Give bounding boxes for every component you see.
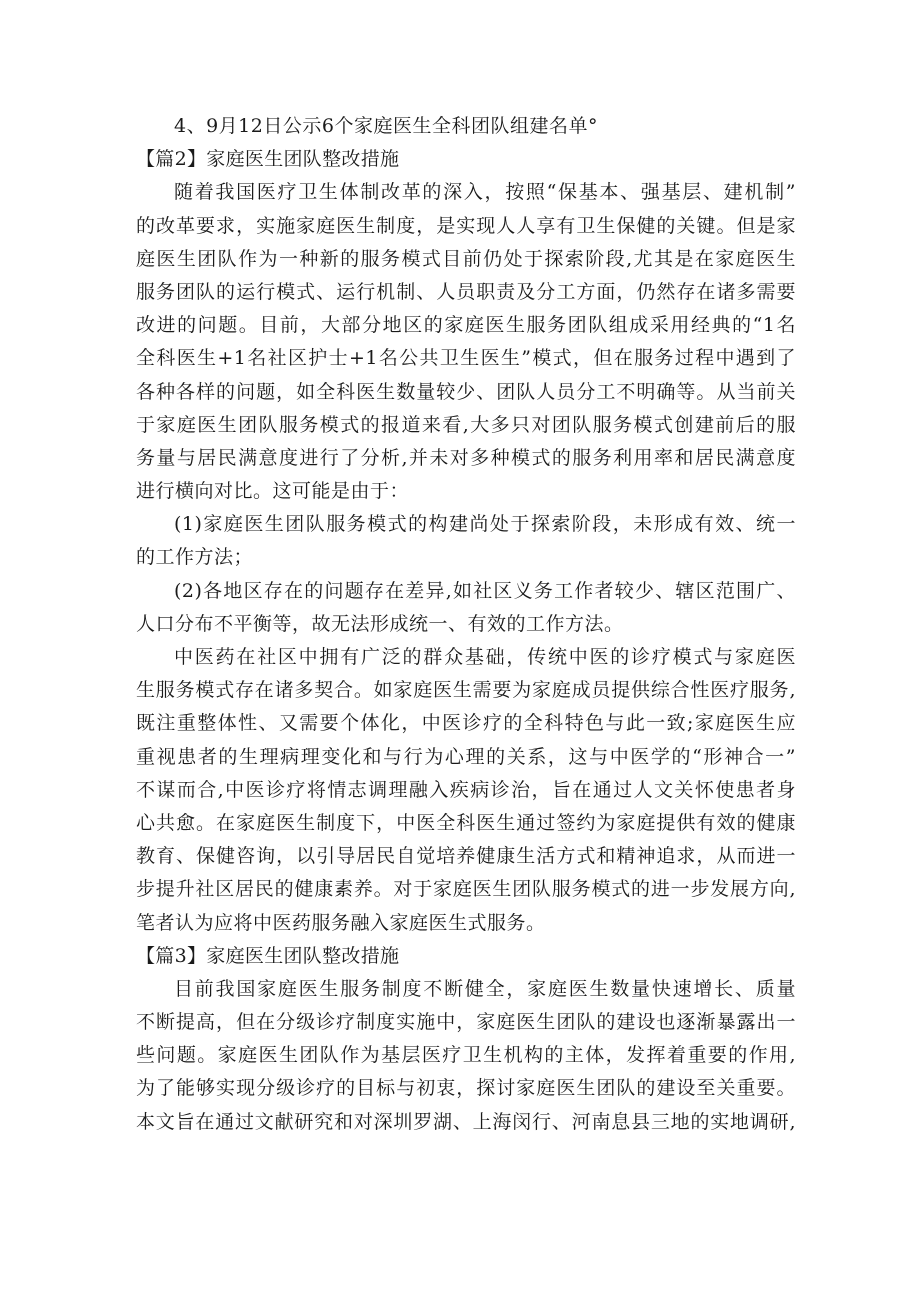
paragraph-line: 中医药在社区中拥有广泛的群众基础，传统中医的诊疗模式与家庭医	[174, 646, 796, 668]
list-item-1: (1)家庭医生团队服务模式的构建尚处于探索阶段，未形成有效、统一	[174, 513, 796, 536]
paragraph-line: 不断提高，但在分级诊疗制度实施中，家庭医生团队的建设也逐渐暴露出一	[136, 1011, 796, 1034]
document-body	[136, 110, 796, 1139]
paragraph-line: 改进的问题。目前，大部分地区的家庭医生服务团队组成采用经典的“1名	[136, 314, 796, 337]
list-item-4: 4、9月12日公示6个家庭医生全科团队组建名单°	[174, 115, 598, 137]
paragraph-line: 笔者认为应将中医药服务融入家庭医生式服务。	[136, 911, 546, 934]
paragraph-line: 不谋而合,中医诊疗将情志调理融入疾病诊治，旨在通过人文关怀使患者身	[136, 778, 796, 801]
paragraph-line: 生服务模式存在诸多契合。如家庭医生需要为家庭成员提供综合性医疗服务,	[136, 679, 796, 702]
paragraph-line: 目前我国家庭医生服务制度不断健全，家庭医生数量快速增长、质量	[174, 977, 796, 1000]
paragraph-line: 为了能够实现分级诊疗的目标与初衷，探讨家庭医生团队的建设至关重要。	[136, 1077, 796, 1100]
paragraph-line: 的工作方法；	[136, 546, 254, 569]
paragraph-line: 务量与居民满意度进行了分析,并未对多种模式的服务利用率和居民满意度	[136, 446, 796, 469]
paragraph-line: 随着我国医疗卫生体制改革的深入，按照“保基本、强基层、建机制”	[174, 181, 796, 204]
paragraph-line: 于家庭医生团队服务模式的报道来看,大多只对团队服务模式创建前后的服	[136, 413, 796, 436]
paragraph-line: 既注重整体性、又需要个体化，中医诊疗的全科特色与此一致;家庭医生应	[136, 712, 796, 735]
paragraph-line: 心共愈。在家庭医生制度下，中医全科医生通过签约为家庭提供有效的健康	[136, 811, 796, 834]
paragraph-line: 的改革要求，实施家庭医生制度，是实现人人享有卫生保健的关键。但是家	[136, 214, 796, 237]
paragraph-line: 各种各样的问题，如全科医生数量较少、团队人员分工不明确等。从当前关	[136, 380, 796, 403]
paragraph-line: 本文旨在通过文献研究和对深圳罗湖、上海闵行、河南息县三地的实地调研,	[136, 1110, 796, 1133]
list-item-2: (2)各地区存在的问题存在差异,如社区义务工作者较少、辖区范围广、	[174, 579, 796, 602]
paragraph-line: 重视患者的生理病理变化和与行为心理的关系，这与中医学的“形神合一”	[136, 745, 796, 768]
section-heading-2: 【篇2】家庭医生团队整改措施	[136, 148, 400, 171]
paragraph-line: 教育、保健咨询，以引导居民自觉培养健康生活方式和精神追求，从而进一	[136, 845, 796, 868]
paragraph-line: 进行横向对比。这可能是由于：	[136, 480, 410, 503]
paragraph-line: 服务团队的运行模式、运行机制、人员职责及分工方面，仍然存在诸多需要	[136, 280, 796, 303]
section-heading-3: 【篇3】家庭医生团队整改措施	[136, 944, 400, 967]
paragraph-line: 步提升社区居民的健康素养。对于家庭医生团队服务模式的进一步发展方向,	[136, 878, 796, 901]
paragraph-line: 人口分布不平衡等，故无法形成统一、有效的工作方法。	[136, 612, 624, 635]
paragraph-line: 庭医生团队作为一种新的服务模式目前仍处于探索阶段,尤其是在家庭医生	[136, 247, 796, 270]
paragraph-line: 些问题。家庭医生团队作为基层医疗卫生机构的主体，发挥着重要的作用,	[136, 1044, 796, 1067]
paragraph-line: 全科医生+1名社区护士+1名公共卫生医生”模式，但在服务过程中遇到了	[136, 347, 796, 370]
